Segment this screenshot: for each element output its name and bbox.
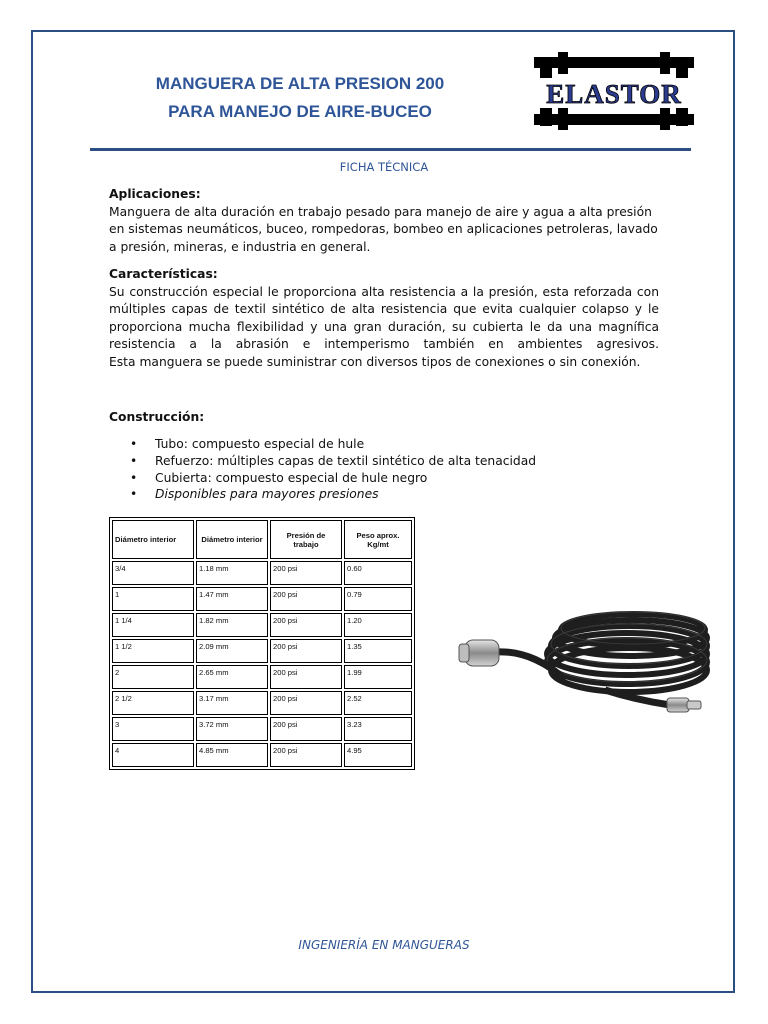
- table-row: [112, 717, 412, 741]
- table-cell: 3.23: [344, 717, 412, 741]
- caracteristicas-text2: Esta manguera se puede suministrar con diversos tipos de conexiones o sin conexión.: [109, 354, 641, 369]
- caracteristicas-text: Su construcción especial le proporciona alta resistencia a la presión, esta reforzada con múltiples capas de textil sintético de alta resistencia que evita cualquier colapso y le proporciona mucha flexibilidad y una gran duración, su cubierta le da una magnífica resistencia a la abrasión e intemperismo también en ambientes agresivos.: [109, 284, 659, 351]
- table-cell: 2.52: [344, 691, 412, 715]
- table-header-cell: Peso aprox. Kg/mt: [344, 520, 412, 559]
- table-row: [112, 613, 412, 637]
- table-cell: 2 1/2: [112, 691, 194, 715]
- table-cell: 3: [112, 717, 194, 741]
- table-cell: 2.65 mm: [196, 665, 268, 689]
- header-rule: [90, 148, 691, 151]
- table-cell: 4: [112, 743, 194, 767]
- table-cell: 1.99: [344, 665, 412, 689]
- elastor-logo: [534, 52, 694, 130]
- svg-text:ELASTOR: ELASTOR: [546, 79, 682, 109]
- table-row: [112, 691, 412, 715]
- table-row: [112, 743, 412, 767]
- table-cell: 2: [112, 665, 194, 689]
- list-item: • Cubierta: compuesto especial de hule negro: [130, 470, 536, 487]
- table-cell: 1.35: [344, 639, 412, 663]
- table-cell: 200 psi: [270, 639, 342, 663]
- construccion-heading: Construcción:: [109, 410, 205, 424]
- list-item: • Disponibles para mayores presiones: [130, 486, 536, 503]
- table-cell: 200 psi: [270, 561, 342, 585]
- table-cell: 3.72 mm: [196, 717, 268, 741]
- caracteristicas-section: [109, 266, 659, 371]
- table-cell: 1 1/4: [112, 613, 194, 637]
- table-header-cell: Presión de trabajo: [270, 520, 342, 559]
- document-title-line1: MANGUERA DE ALTA PRESION 200: [155, 74, 445, 93]
- table-cell: 1: [112, 587, 194, 611]
- table-cell: 200 psi: [270, 717, 342, 741]
- table-cell: 200 psi: [270, 665, 342, 689]
- table-cell: 4.85 mm: [196, 743, 268, 767]
- table-cell: 0.60: [344, 561, 412, 585]
- list-item: • Refuerzo: múltiples capas de textil sintético de alta tenacidad: [130, 453, 536, 470]
- aplicaciones-section: [109, 186, 659, 256]
- table-cell: 3/4: [112, 561, 194, 585]
- table-cell: 2.09 mm: [196, 639, 268, 663]
- table-cell: 3.17 mm: [196, 691, 268, 715]
- page-border: [31, 30, 735, 993]
- table-cell: 200 psi: [270, 613, 342, 637]
- table-row: [112, 587, 412, 611]
- ficha-tecnica-label: FICHA TÉCNICA: [339, 160, 429, 174]
- construccion-list: [130, 436, 536, 503]
- construccion-section: [109, 409, 659, 427]
- table-row: [112, 639, 412, 663]
- table-cell: 200 psi: [270, 743, 342, 767]
- table-cell: 4.95: [344, 743, 412, 767]
- table-cell: 1.47 mm: [196, 587, 268, 611]
- document-title-line2: PARA MANEJO DE AIRE-BUCEO: [168, 102, 432, 121]
- aplicaciones-text: Manguera de alta duración en trabajo pesado para manejo de aire y agua a alta presión en sistemas neumáticos, buceo, rompedoras, bombeo en aplicaciones petroleras, lavado a presión, mineras, e industria en general.: [109, 204, 658, 254]
- caracteristicas-heading: Características:: [109, 267, 218, 281]
- table-header-cell: Diámetro interior: [112, 520, 194, 559]
- list-item: • Tubo: compuesto especial de hule: [130, 436, 536, 453]
- table-header-cell: Diámetro interior: [196, 520, 268, 559]
- table-cell: 1.18 mm: [196, 561, 268, 585]
- table-cell: 1 1/2: [112, 639, 194, 663]
- footer-tagline: INGENIERÍA EN MANGUERAS: [298, 938, 470, 952]
- table-cell: 0.79: [344, 587, 412, 611]
- table-row: [112, 561, 412, 585]
- table-cell: 1.20: [344, 613, 412, 637]
- table-header-row: [112, 520, 412, 559]
- table-row: [112, 665, 412, 689]
- hose-product-image: [455, 580, 717, 730]
- aplicaciones-heading: Aplicaciones:: [109, 187, 201, 201]
- table-cell: 1.82 mm: [196, 613, 268, 637]
- table-cell: 200 psi: [270, 691, 342, 715]
- specs-table: [109, 517, 415, 770]
- table-cell: 200 psi: [270, 587, 342, 611]
